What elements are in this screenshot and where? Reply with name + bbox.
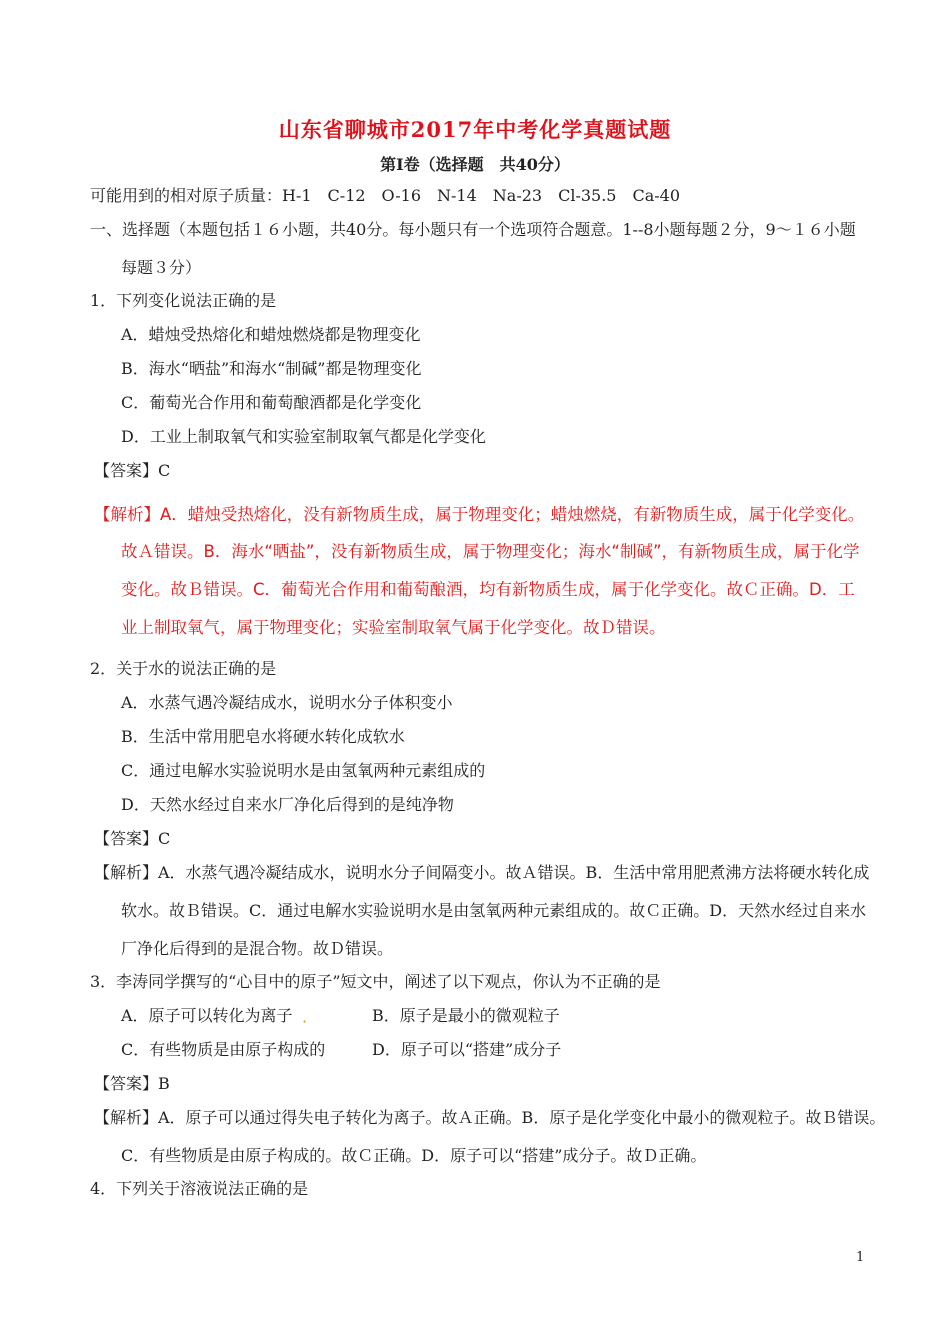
page-title: 山东省聊城市2017年中考化学真题试题 bbox=[278, 117, 672, 142]
q3-answer: 【答案】B bbox=[94, 1074, 170, 1093]
q1-analysis: 【解析】A．蜡烛受热熔化，没有新物质生成，属于物理变化；蜡烛燃烧，有新物质生成，属于化学变化。 bbox=[94, 505, 865, 524]
q4-stem: 4．下列关于溶液说法正确的是 bbox=[90, 1179, 309, 1198]
q1-analysis: 变化。故Ｂ错误。C．葡萄光合作用和葡萄酿酒，均有新物质生成，属于化学变化。故Ｃ正确。D．工 bbox=[121, 580, 855, 599]
q2-option-b: B．生活中常用肥皂水将硬水转化成软水 bbox=[121, 727, 405, 746]
q2-analysis: 【解析】A．水蒸气遇冷凝结成水，说明水分子间隔变小。故Ａ错误。B．生活中常用肥煮沸方法将硬水转化成 bbox=[94, 863, 870, 882]
q3-option-c: C．有些物质是由原子构成的 bbox=[121, 1040, 326, 1059]
page-number: 1 bbox=[856, 1250, 865, 1265]
q1-answer: 【答案】C bbox=[94, 461, 171, 480]
q3-option-d: D．原子可以“搭建”成分子 bbox=[372, 1040, 562, 1059]
q1-analysis: 故Ａ错误。B．海水“晒盐”，没有新物质生成，属于物理变化；海水“制碱”，有新物质生成，属于化学 bbox=[121, 542, 860, 561]
q2-analysis: 厂净化后得到的是混合物。故Ｄ错误。 bbox=[121, 939, 394, 958]
q2-option-a: A．水蒸气遇冷凝结成水，说明水分子体积变小 bbox=[121, 693, 453, 712]
q2-option-c: C．通过电解水实验说明水是由氢氧两种元素组成的 bbox=[121, 761, 486, 780]
part-subtitle: 第Ⅰ卷（选择题 共40分） bbox=[380, 155, 570, 174]
q3-stem: 3．李涛同学撰写的“心目中的原子”短文中，阐述了以下观点，你认为不正确的是 bbox=[90, 972, 661, 991]
section-heading-cont: 每题３分） bbox=[121, 258, 202, 277]
q2-analysis: 软水。故Ｂ错误。C．通过电解水实验说明水是由氢氧两种元素组成的。故Ｃ正确。D．天然水经过自来水 bbox=[121, 901, 867, 920]
atomic-masses: 可能用到的相对原子质量：H-1 C-12 O-16 N-14 Na-23 Cl-35.5 Ca-40 bbox=[90, 186, 681, 205]
q3-option-b: B．原子是最小的微观粒子 bbox=[372, 1006, 560, 1025]
q2-option-d: D．天然水经过自来水厂净化后得到的是纯净物 bbox=[121, 795, 454, 814]
q3-analysis: C．有些物质是由原子构成的。故Ｃ正确。D．原子可以“搭建”成分子。故Ｄ正确。 bbox=[121, 1146, 707, 1165]
q1-option-c: C．葡萄光合作用和葡萄酿酒都是化学变化 bbox=[121, 393, 422, 412]
q2-stem: 2．关于水的说法正确的是 bbox=[90, 659, 277, 678]
q1-option-b: B．海水“晒盐”和海水“制碱”都是物理变化 bbox=[121, 359, 422, 378]
q1-stem: 1．下列变化说法正确的是 bbox=[90, 291, 277, 310]
q2-answer: 【答案】C bbox=[94, 829, 171, 848]
section-heading: 一、选择题（本题包括１６小题，共40分。每小题只有一个选项符合题意。1--8小题每题２分，9～１６小题 bbox=[90, 220, 856, 239]
q3-option-a: A．原子可以转化为离子 bbox=[121, 1006, 293, 1025]
q1-analysis: 业上制取氧气，属于物理变化；实验室制取氧气属于化学变化。故Ｄ错误。 bbox=[121, 618, 666, 637]
q1-option-d: D．工业上制取氧气和实验室制取氧气都是化学变化 bbox=[121, 427, 486, 446]
q1-option-a: A．蜡烛受热熔化和蜡烛燃烧都是物理变化 bbox=[121, 325, 421, 344]
stray-mark: · bbox=[302, 1012, 308, 1031]
q3-analysis: 【解析】A．原子可以通过得失电子转化为离子。故Ａ正确。B．原子是化学变化中最小的微观粒子。故Ｂ错误。 bbox=[94, 1108, 886, 1127]
